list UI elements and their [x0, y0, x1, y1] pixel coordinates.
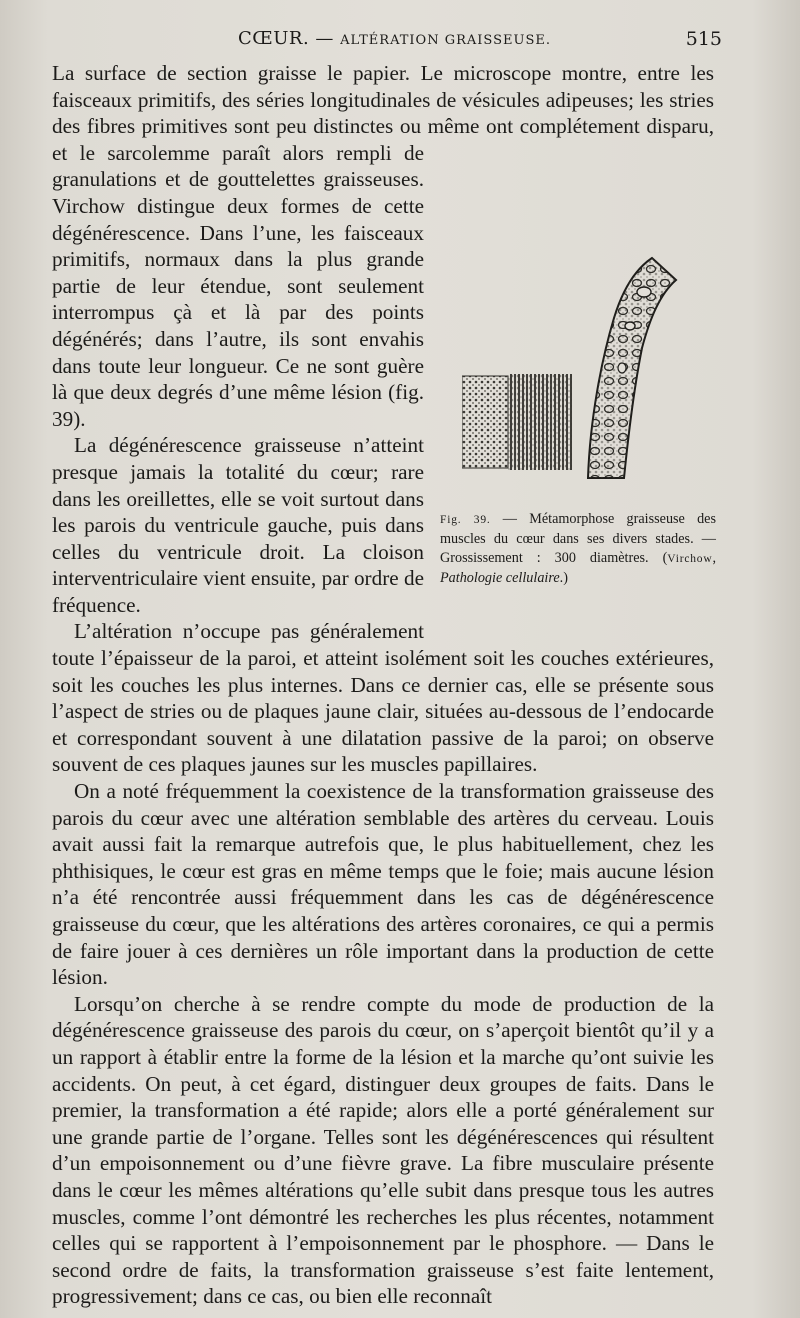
paragraph-1-start: La surface de section graisse le papier. Le microscope montre, entre les faisceaux primitifs, des séries longitudinales de vésicules adipeuses; les stries des fibres primitives sont peu distinctes ou même ont complétement disparu, — [52, 61, 714, 139]
figure-label: Fig. 39. — [440, 513, 491, 526]
muscle-fibre-illustration — [462, 248, 702, 488]
running-title — [238, 28, 551, 49]
caption-work: Pathologie cellulaire — [440, 569, 560, 586]
fat-vesicle — [618, 363, 626, 373]
page-number: 515 — [685, 28, 722, 50]
caption-end: .) — [559, 569, 568, 586]
caption-text: — Métamorphose graisseuse des muscles du cœur dans ses divers stades. — Grossissement : 300 diamètres. ( — [440, 510, 716, 566]
paragraph-4: On a noté fréquemment la coexistence de la transformation graisseuse des parois du cœur avec une altération semblable des artères du cerveau. Louis avait aussi fait la remarque autrefois que, le plus habituellement, chez les phthisiques, le cœur est gras en même temps que le foie; mais aucune lésion n’a été rencontrée aussi fréquemment dans les cas de dégénérescence graisseuse du cœur, que les altérations des artères coronaires, ce qui a permis de faire jouer à ces dernières un rôle important dans la production de cette lésion. — [52, 779, 714, 990]
running-header — [52, 28, 722, 52]
paragraph-2: La dégénérescence graisseuse n’atteint presque jamais la totalité du cœur; rare dans les oreillettes, elle se voit surtout dans les parois du ventricule gauche, puis dans celles du ventricule droit. La cloison interventriculaire vient ensuite, par ordre de fréquence. — [52, 433, 424, 617]
paragraph-3: L’altération n’occupe pas généralement toute l’épaisseur de la paroi, et atteint isolément soit les couches extérieures, soit les couches les plus internes. Dans ce dernier cas, elle se présente sous l’aspect de stries ou de plaques jaune clair, situées au-dessous de l’endocarde et correspondant souvent à une dilatation passive de la paroi; on observe souvent de ces plaques jaunes sur les muscles papillaires. — [52, 619, 714, 777]
fibre-background — [508, 374, 572, 470]
paragraph-5: Lorsqu’on cherche à se rendre compte du mode de production de la dégénérescence graisseuse des parois du cœur, on s’aperçoit bientôt qu’il y a un rapport à établir entre la forme de la lésion et la marche qu’ont suivie les accidents. On peut, à cet égard, distinguer deux groupes de faits. Dans le premier, la transformation a été rapide; alors elle a porté généralement sur une grande partie de l’organe. Telles sont les dégénérescences qui résultent d’un empoisonnement ou d’une fièvre grave. La fibre musculaire présente dans le cœur les mêmes altérations qu’elle subit dans presque tous les autres muscles, comme l’ont démontré les recherches les plus récentes, notamment celles qui se rapportent à l’empoisonnement par le phosphore. — Dans le second ordre de faits, la transformation graisseuse s’est faite lentement, progressivement; dans ce cas, ou bien elle reconnaît — [52, 991, 714, 1309]
paragraph-1-end: et le sarcolemme paraît alors rempli de granulations et de gouttelettes graisseuses. Virchow distingue deux formes de cette dégénérescence. Dans l’une, les faisceaux primitifs, normaux dans la plus grande partie de leur étendue, sont seulement interrompus çà et là par des points dégénérés; dans l’autre, ils sont envahis dans toute leur longueur. Ce ne sont guère là que deux degrés d’une même lésion (fig. 39). — [52, 140, 424, 431]
fibre-granular — [462, 376, 508, 468]
fat-vesicle — [625, 322, 635, 330]
caption-author: Virchow — [667, 552, 713, 565]
fat-vesicle — [637, 287, 651, 297]
title-dash: — — [315, 28, 334, 49]
title-sub: ALTÉRATION GRAISSEUSE. — [340, 33, 551, 48]
figure-39 — [440, 140, 716, 622]
figure-caption: Fig. 39. — Métamorphose graisseuse des muscles du cœur dans ses divers stades. — Grossissement : 300 diamètres. (Virchow, Pathologie cellulaire.) — [440, 510, 716, 586]
body-text — [52, 60, 714, 1310]
title-main: CŒUR. — [238, 28, 310, 49]
